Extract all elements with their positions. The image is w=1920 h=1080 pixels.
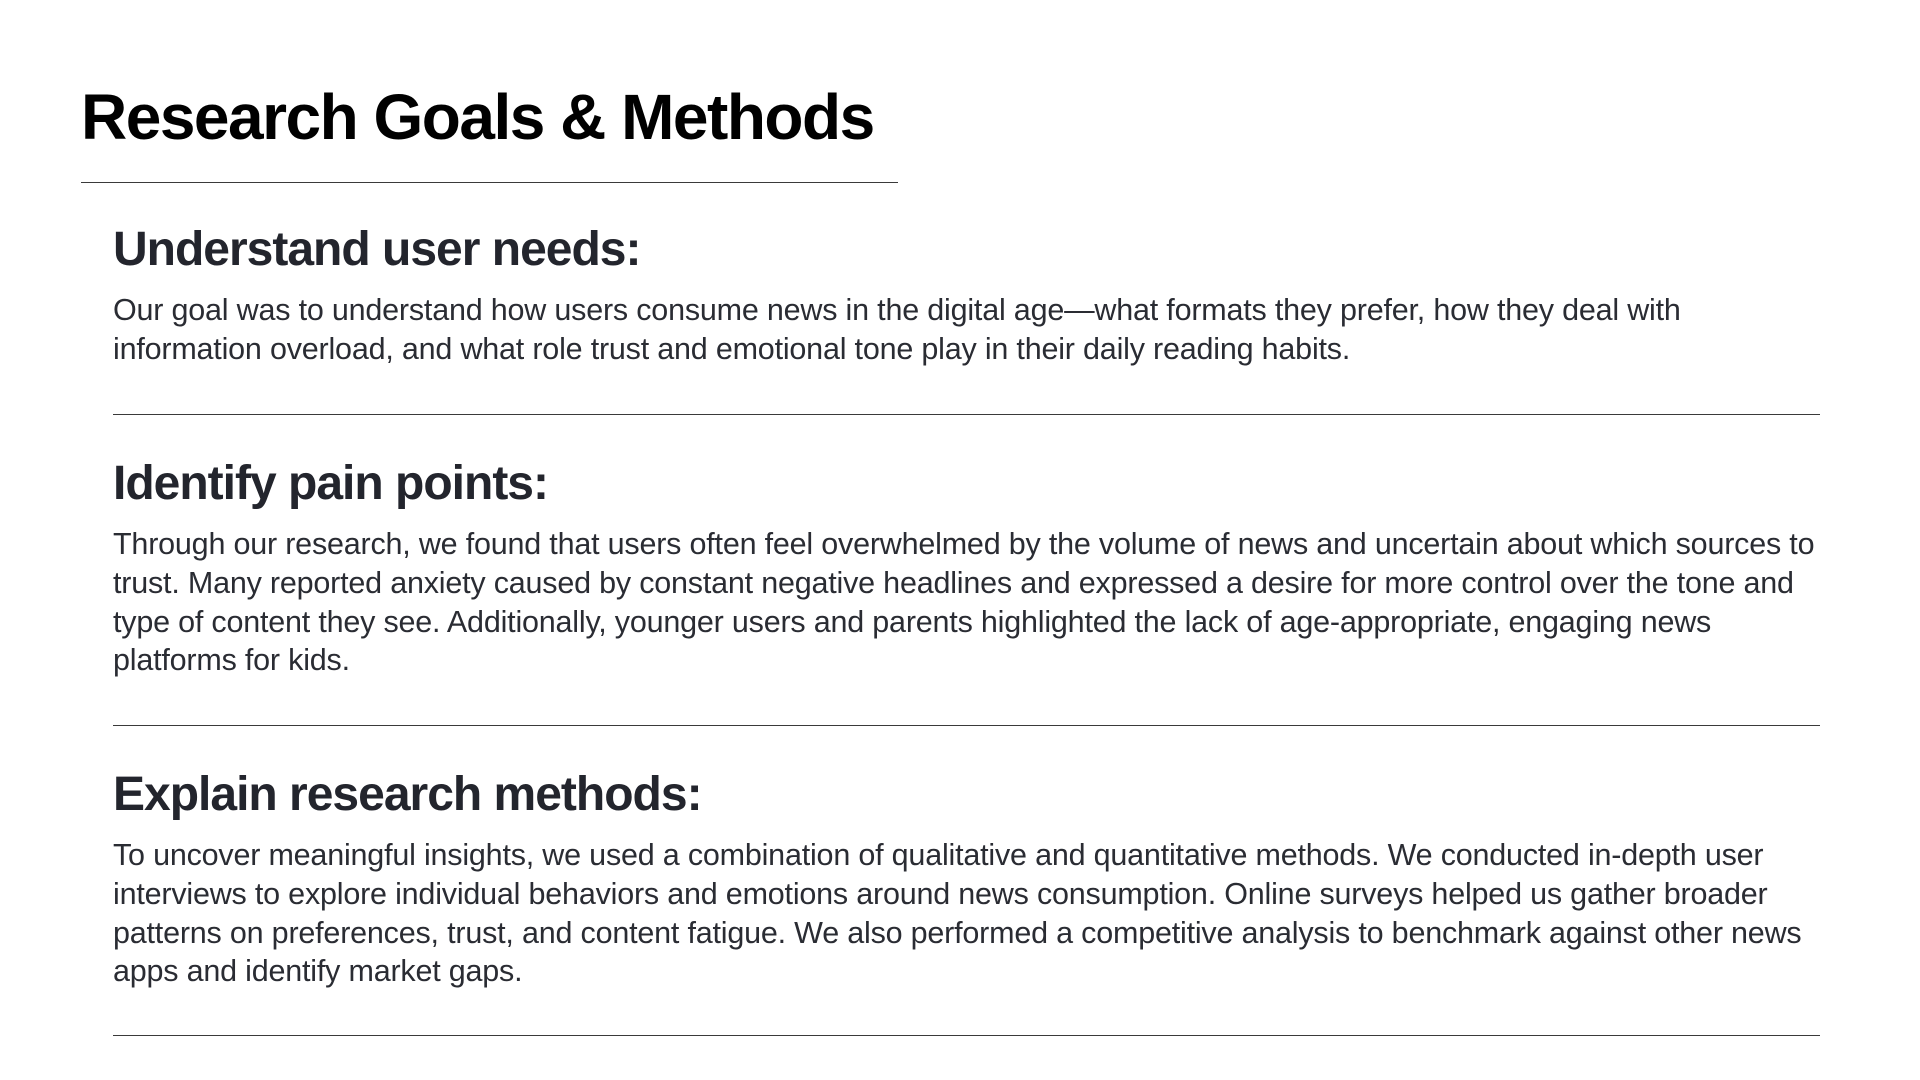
section-heading: Identify pain points: [113, 457, 548, 510]
section-divider [113, 414, 1820, 415]
section-divider [113, 725, 1820, 726]
section-understand-user-needs [113, 222, 1820, 369]
section-explain-research-methods [113, 767, 1820, 991]
page-title: Research Goals & Methods [81, 81, 874, 153]
section-heading: Explain research methods: [113, 768, 702, 821]
section-body: Our goal was to understand how users consume news in the digital age—what formats they prefer, how they deal with information overload, and what role trust and emotional tone play in their daily reading habits. [113, 293, 1681, 366]
section-divider [113, 1035, 1820, 1036]
section-identify-pain-points [113, 456, 1820, 680]
section-body: Through our research, we found that users often feel overwhelmed by the volume of news and uncertain about which sources to trust. Many reported anxiety caused by constant negative headlines and expressed a desire for more control over the tone and type of content they see. Additionally, younger users and parents highlighted the lack of age-appropriate, engaging news platforms for kids. [113, 527, 1815, 678]
section-heading: Understand user needs: [113, 223, 641, 276]
title-divider [81, 182, 898, 183]
section-body: To uncover meaningful insights, we used a combination of qualitative and quantitative methods. We conducted in-depth user interviews to explore individual behaviors and emotions around news consumption. Online surveys helped us gather broader patterns on preferences, trust, and content fatigue. We also performed a competitive analysis to benchmark against other news apps and identify market gaps. [113, 838, 1802, 989]
